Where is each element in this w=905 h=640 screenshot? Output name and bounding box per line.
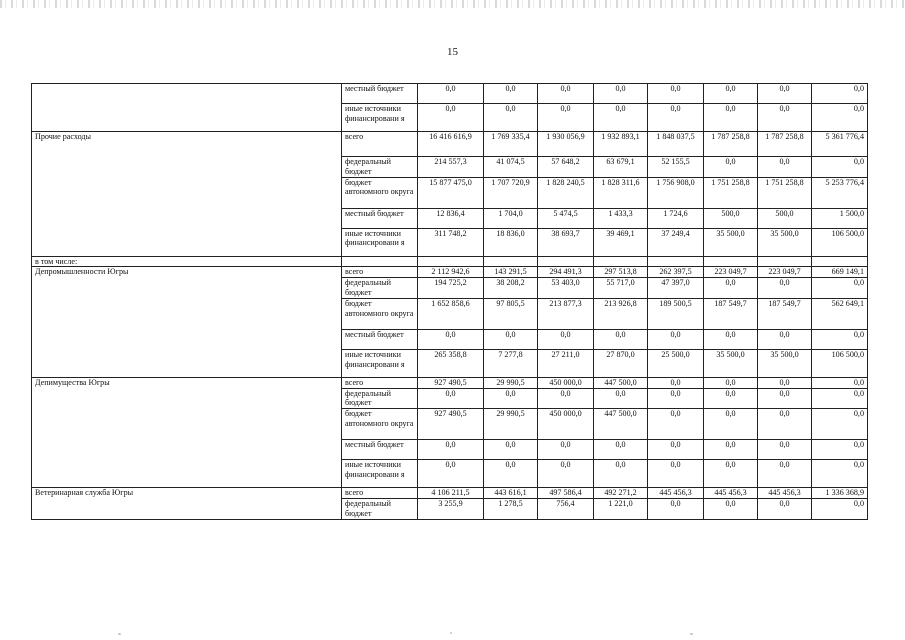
value-cell: 1 828 311,6 bbox=[594, 177, 648, 208]
value-cell: 0,0 bbox=[484, 84, 538, 104]
value-cell: 0,0 bbox=[648, 377, 704, 388]
value-cell: 0,0 bbox=[758, 84, 812, 104]
value-cell: 0,0 bbox=[758, 157, 812, 178]
value-cell: 0,0 bbox=[704, 329, 758, 349]
value-cell bbox=[648, 256, 704, 267]
value-cell: 1 751 258,8 bbox=[758, 177, 812, 208]
value-cell bbox=[758, 256, 812, 267]
funding-source: всего bbox=[342, 267, 418, 278]
value-cell: 0,0 bbox=[758, 388, 812, 409]
value-cell: 38 208,2 bbox=[484, 278, 538, 299]
value-cell: 0,0 bbox=[484, 388, 538, 409]
row-group-label bbox=[32, 84, 342, 132]
value-cell: 0,0 bbox=[648, 440, 704, 460]
value-cell: 497 586,4 bbox=[538, 488, 594, 499]
value-cell: 0,0 bbox=[812, 388, 868, 409]
value-cell: 0,0 bbox=[538, 388, 594, 409]
value-cell: 214 557,3 bbox=[418, 157, 484, 178]
value-cell: 5 361 776,4 bbox=[812, 132, 868, 157]
value-cell: 47 397,0 bbox=[648, 278, 704, 299]
value-cell: 0,0 bbox=[758, 278, 812, 299]
value-cell: 0,0 bbox=[594, 440, 648, 460]
value-cell: 0,0 bbox=[812, 157, 868, 178]
funding-source: местный бюджет bbox=[342, 84, 418, 104]
row-group-label: Ветеринарная служба Югры bbox=[32, 488, 342, 519]
value-cell: 1 848 037,5 bbox=[648, 132, 704, 157]
value-cell: 213 926,8 bbox=[594, 298, 648, 329]
funding-source: иные источники финансировани я bbox=[342, 349, 418, 377]
scan-speck bbox=[690, 633, 693, 635]
value-cell: 3 255,9 bbox=[418, 498, 484, 519]
table-row bbox=[32, 132, 868, 157]
scan-speck bbox=[450, 632, 452, 634]
value-cell: 1 751 258,8 bbox=[704, 177, 758, 208]
value-cell: 39 469,1 bbox=[594, 228, 648, 256]
value-cell: 0,0 bbox=[538, 104, 594, 132]
value-cell bbox=[704, 256, 758, 267]
budget-table bbox=[31, 83, 868, 520]
value-cell: 12 836,4 bbox=[418, 208, 484, 228]
value-cell: 35 500,0 bbox=[704, 228, 758, 256]
value-cell: 15 877 475,0 bbox=[418, 177, 484, 208]
value-cell: 106 500,0 bbox=[812, 349, 868, 377]
value-cell: 1 433,3 bbox=[594, 208, 648, 228]
value-cell: 97 805,5 bbox=[484, 298, 538, 329]
value-cell: 5 253 776,4 bbox=[812, 177, 868, 208]
value-cell: 0,0 bbox=[594, 84, 648, 104]
value-cell: 52 155,5 bbox=[648, 157, 704, 178]
funding-source: местный бюджет bbox=[342, 208, 418, 228]
value-cell: 0,0 bbox=[418, 388, 484, 409]
value-cell: 223 049,7 bbox=[704, 267, 758, 278]
funding-source: бюджет автономного округа bbox=[342, 298, 418, 329]
value-cell: 106 500,0 bbox=[812, 228, 868, 256]
value-cell: 262 397,5 bbox=[648, 267, 704, 278]
value-cell: 0,0 bbox=[418, 329, 484, 349]
value-cell: 1 769 335,4 bbox=[484, 132, 538, 157]
value-cell: 1 652 858,6 bbox=[418, 298, 484, 329]
value-cell: 5 474,5 bbox=[538, 208, 594, 228]
value-cell: 1 278,5 bbox=[484, 498, 538, 519]
value-cell: 0,0 bbox=[812, 84, 868, 104]
value-cell: 1 704,0 bbox=[484, 208, 538, 228]
value-cell: 0,0 bbox=[538, 440, 594, 460]
value-cell: 450 000,0 bbox=[538, 377, 594, 388]
value-cell: 445 456,3 bbox=[704, 488, 758, 499]
value-cell: 492 271,2 bbox=[594, 488, 648, 499]
value-cell: 294 491,3 bbox=[538, 267, 594, 278]
value-cell: 0,0 bbox=[594, 460, 648, 488]
value-cell bbox=[418, 256, 484, 267]
funding-source: иные источники финансировани я bbox=[342, 228, 418, 256]
value-cell: 500,0 bbox=[758, 208, 812, 228]
funding-source: иные источники финансировани я bbox=[342, 104, 418, 132]
value-cell: 0,0 bbox=[484, 104, 538, 132]
value-cell: 0,0 bbox=[812, 409, 868, 440]
value-cell: 2 112 942,6 bbox=[418, 267, 484, 278]
value-cell: 187 549,7 bbox=[758, 298, 812, 329]
value-cell: 0,0 bbox=[648, 84, 704, 104]
value-cell: 447 500,0 bbox=[594, 377, 648, 388]
funding-source: местный бюджет bbox=[342, 329, 418, 349]
value-cell: 0,0 bbox=[704, 498, 758, 519]
value-cell: 1 500,0 bbox=[812, 208, 868, 228]
value-cell: 1 221,0 bbox=[594, 498, 648, 519]
value-cell: 189 500,5 bbox=[648, 298, 704, 329]
value-cell: 35 500,0 bbox=[704, 349, 758, 377]
funding-source: бюджет автономного округа bbox=[342, 177, 418, 208]
value-cell: 1 930 056,9 bbox=[538, 132, 594, 157]
value-cell: 0,0 bbox=[758, 498, 812, 519]
funding-source: федеральный бюджет bbox=[342, 388, 418, 409]
value-cell: 1 724,6 bbox=[648, 208, 704, 228]
value-cell: 0,0 bbox=[648, 460, 704, 488]
value-cell bbox=[538, 256, 594, 267]
value-cell: 0,0 bbox=[758, 329, 812, 349]
value-cell: 0,0 bbox=[758, 104, 812, 132]
funding-source: местный бюджет bbox=[342, 440, 418, 460]
row-group-label: Прочие расходы bbox=[32, 132, 342, 257]
value-cell: 55 717,0 bbox=[594, 278, 648, 299]
value-cell: 57 648,2 bbox=[538, 157, 594, 178]
value-cell: 25 500,0 bbox=[648, 349, 704, 377]
value-cell: 0,0 bbox=[648, 104, 704, 132]
value-cell: 0,0 bbox=[812, 440, 868, 460]
value-cell: 0,0 bbox=[594, 329, 648, 349]
value-cell: 16 416 616,9 bbox=[418, 132, 484, 157]
value-cell: 0,0 bbox=[538, 460, 594, 488]
value-cell: 0,0 bbox=[594, 388, 648, 409]
value-cell: 29 990,5 bbox=[484, 409, 538, 440]
table-row bbox=[32, 256, 868, 267]
value-cell: 756,4 bbox=[538, 498, 594, 519]
page-number: 15 bbox=[447, 46, 458, 58]
value-cell: 0,0 bbox=[418, 460, 484, 488]
value-cell: 37 249,4 bbox=[648, 228, 704, 256]
value-cell: 297 513,8 bbox=[594, 267, 648, 278]
value-cell: 0,0 bbox=[758, 440, 812, 460]
value-cell: 0,0 bbox=[538, 84, 594, 104]
value-cell: 0,0 bbox=[704, 104, 758, 132]
value-cell: 1 787 258,8 bbox=[704, 132, 758, 157]
value-cell: 0,0 bbox=[704, 157, 758, 178]
value-cell: 0,0 bbox=[648, 498, 704, 519]
value-cell: 0,0 bbox=[484, 460, 538, 488]
funding-source: федеральный бюджет bbox=[342, 278, 418, 299]
table-row bbox=[32, 488, 868, 499]
value-cell: 0,0 bbox=[594, 104, 648, 132]
value-cell: 0,0 bbox=[418, 84, 484, 104]
table-body bbox=[32, 84, 868, 520]
value-cell: 265 358,8 bbox=[418, 349, 484, 377]
row-group-label: Депромышленности Югры bbox=[32, 267, 342, 377]
value-cell: 0,0 bbox=[812, 377, 868, 388]
value-cell: 0,0 bbox=[704, 440, 758, 460]
value-cell: 53 403,0 bbox=[538, 278, 594, 299]
value-cell: 0,0 bbox=[704, 84, 758, 104]
table-row bbox=[32, 377, 868, 388]
value-cell: 0,0 bbox=[812, 329, 868, 349]
value-cell: 29 990,5 bbox=[484, 377, 538, 388]
value-cell: 223 049,7 bbox=[758, 267, 812, 278]
value-cell: 41 074,5 bbox=[484, 157, 538, 178]
value-cell: 0,0 bbox=[538, 329, 594, 349]
value-cell: 0,0 bbox=[704, 460, 758, 488]
value-cell: 1 787 258,8 bbox=[758, 132, 812, 157]
value-cell: 0,0 bbox=[418, 104, 484, 132]
value-cell: 445 456,3 bbox=[758, 488, 812, 499]
value-cell: 927 490,5 bbox=[418, 409, 484, 440]
value-cell: 0,0 bbox=[758, 409, 812, 440]
scan-artifact bbox=[0, 0, 905, 8]
value-cell: 0,0 bbox=[648, 409, 704, 440]
value-cell: 0,0 bbox=[704, 388, 758, 409]
value-cell bbox=[594, 256, 648, 267]
funding-source: иные источники финансировани я bbox=[342, 460, 418, 488]
funding-source bbox=[342, 256, 418, 267]
value-cell bbox=[812, 256, 868, 267]
value-cell: 18 836,0 bbox=[484, 228, 538, 256]
value-cell: 1 336 368,9 bbox=[812, 488, 868, 499]
value-cell: 450 000,0 bbox=[538, 409, 594, 440]
value-cell: 0,0 bbox=[484, 329, 538, 349]
value-cell: 0,0 bbox=[758, 377, 812, 388]
value-cell: 38 693,7 bbox=[538, 228, 594, 256]
value-cell: 213 877,3 bbox=[538, 298, 594, 329]
value-cell: 443 616,1 bbox=[484, 488, 538, 499]
value-cell: 63 679,1 bbox=[594, 157, 648, 178]
value-cell: 0,0 bbox=[484, 440, 538, 460]
value-cell: 311 748,2 bbox=[418, 228, 484, 256]
row-group-label: в том числе: bbox=[32, 256, 342, 267]
value-cell: 0,0 bbox=[812, 104, 868, 132]
value-cell: 447 500,0 bbox=[594, 409, 648, 440]
value-cell: 27 870,0 bbox=[594, 349, 648, 377]
row-group-label: Депимущества Югры bbox=[32, 377, 342, 487]
table-row bbox=[32, 267, 868, 278]
value-cell bbox=[484, 256, 538, 267]
funding-source: бюджет автономного округа bbox=[342, 409, 418, 440]
value-cell: 35 500,0 bbox=[758, 228, 812, 256]
value-cell: 0,0 bbox=[704, 409, 758, 440]
funding-source: федеральный бюджет bbox=[342, 498, 418, 519]
value-cell: 187 549,7 bbox=[704, 298, 758, 329]
funding-source: всего bbox=[342, 488, 418, 499]
value-cell: 445 456,3 bbox=[648, 488, 704, 499]
value-cell: 35 500,0 bbox=[758, 349, 812, 377]
value-cell: 0,0 bbox=[812, 460, 868, 488]
value-cell: 194 725,2 bbox=[418, 278, 484, 299]
value-cell: 0,0 bbox=[812, 498, 868, 519]
value-cell: 0,0 bbox=[418, 440, 484, 460]
value-cell: 1 932 893,1 bbox=[594, 132, 648, 157]
funding-source: всего bbox=[342, 132, 418, 157]
value-cell: 0,0 bbox=[758, 460, 812, 488]
value-cell: 562 649,1 bbox=[812, 298, 868, 329]
value-cell: 0,0 bbox=[704, 377, 758, 388]
value-cell: 1 828 240,5 bbox=[538, 177, 594, 208]
value-cell: 7 277,8 bbox=[484, 349, 538, 377]
value-cell: 143 291,5 bbox=[484, 267, 538, 278]
value-cell: 1 707 720,9 bbox=[484, 177, 538, 208]
value-cell: 0,0 bbox=[648, 329, 704, 349]
table-row bbox=[32, 84, 868, 104]
scan-speck bbox=[118, 633, 121, 635]
value-cell: 500,0 bbox=[704, 208, 758, 228]
value-cell: 0,0 bbox=[704, 278, 758, 299]
value-cell: 669 149,1 bbox=[812, 267, 868, 278]
value-cell: 927 490,5 bbox=[418, 377, 484, 388]
value-cell: 0,0 bbox=[648, 388, 704, 409]
value-cell: 27 211,0 bbox=[538, 349, 594, 377]
funding-source: федеральный бюджет bbox=[342, 157, 418, 178]
value-cell: 1 756 908,0 bbox=[648, 177, 704, 208]
value-cell: 4 106 211,5 bbox=[418, 488, 484, 499]
value-cell: 0,0 bbox=[812, 278, 868, 299]
funding-source: всего bbox=[342, 377, 418, 388]
